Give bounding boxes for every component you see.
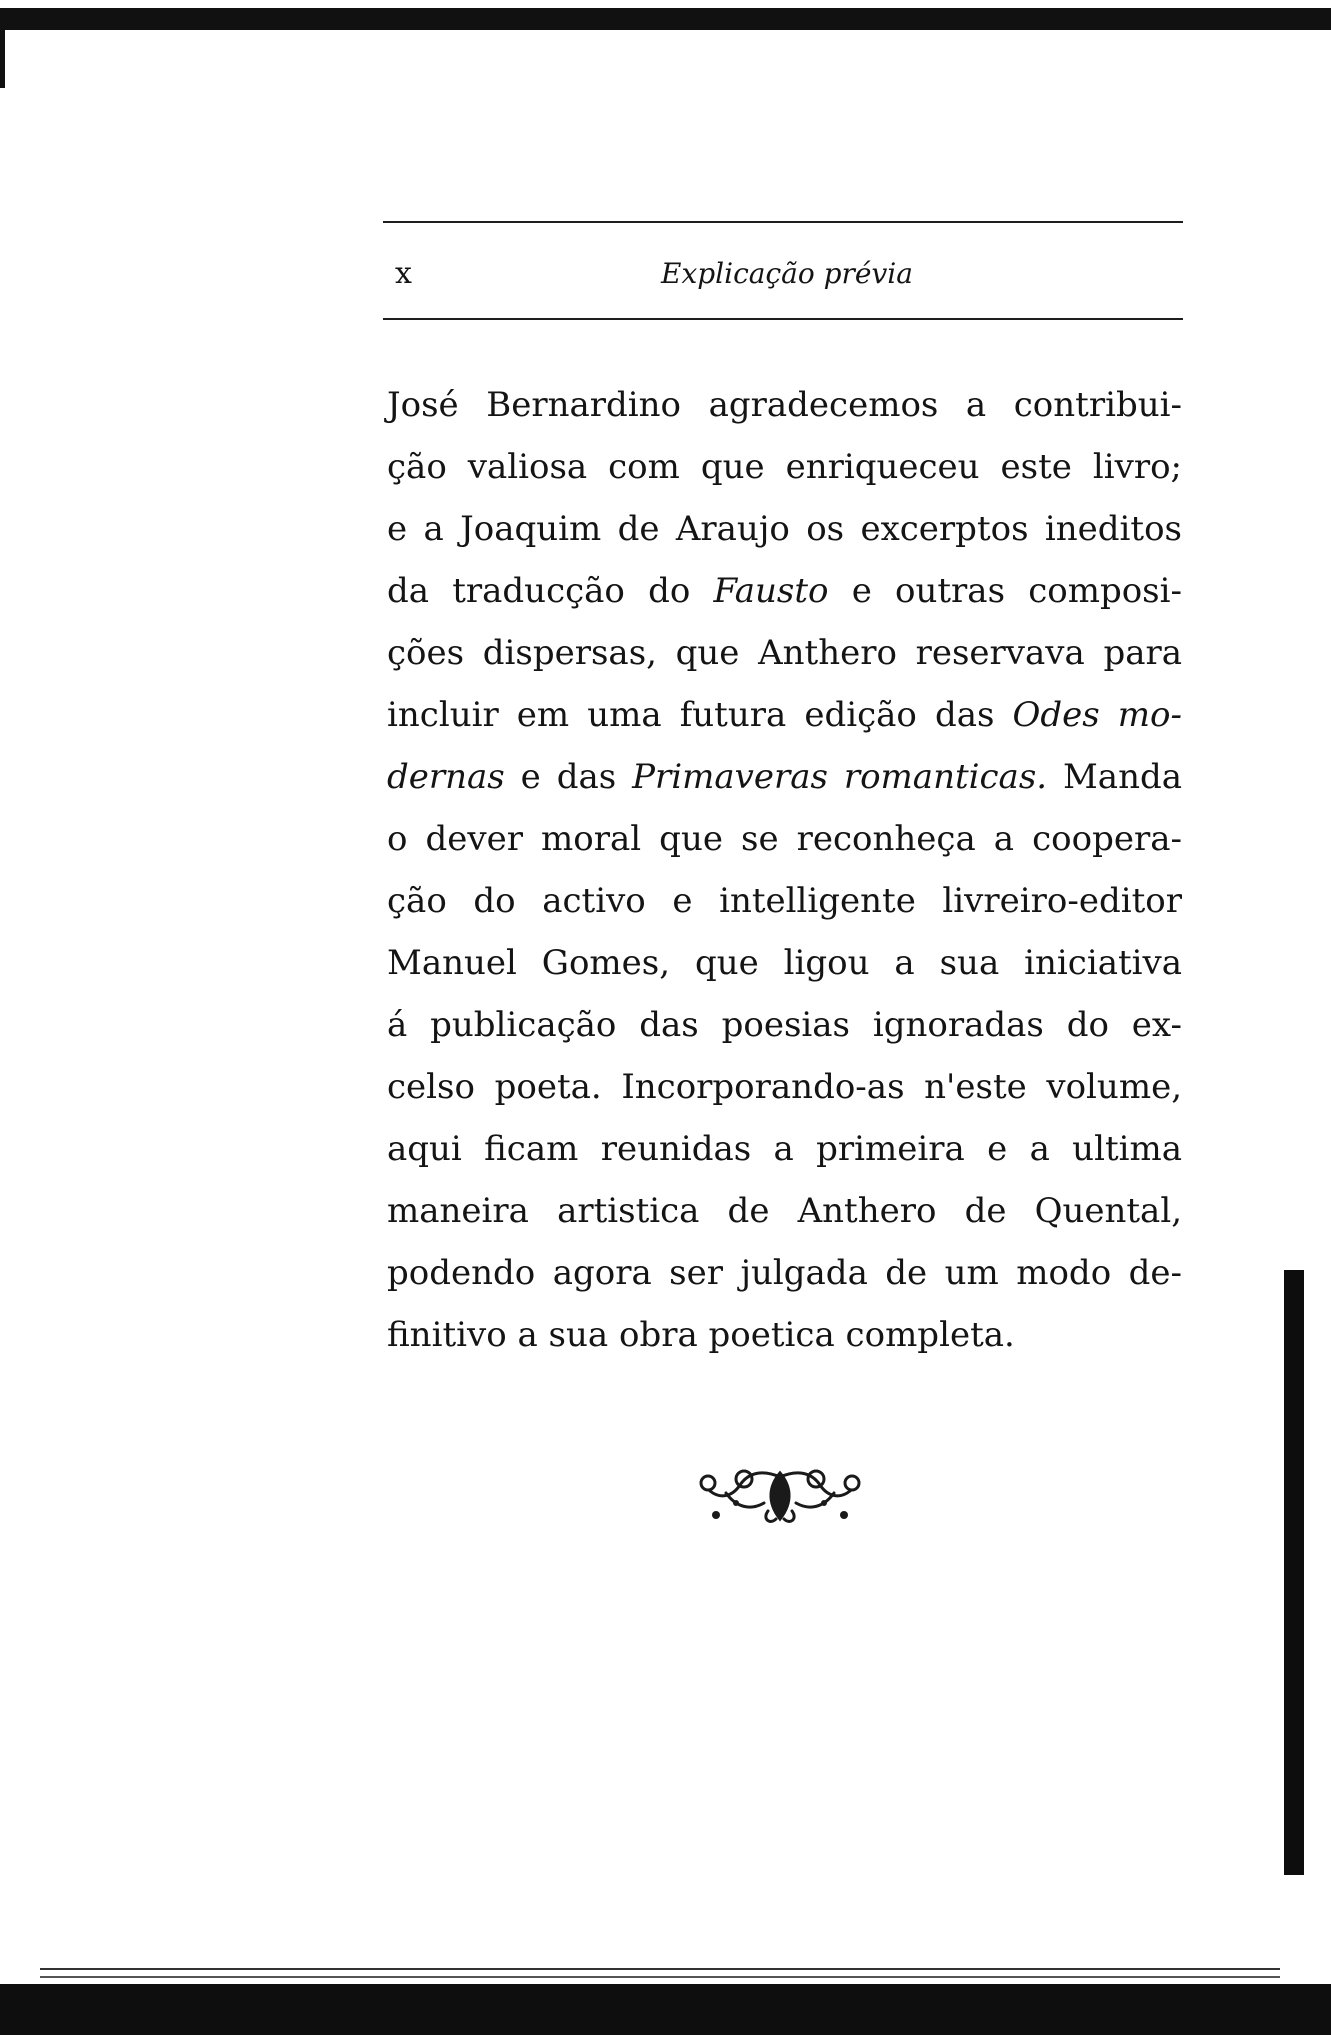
body-paragraph [387,374,1182,1366]
text-run: e das [504,757,633,797]
text-run: da traducção do [387,571,714,611]
text-line [387,746,1182,808]
floral-tailpiece-icon [696,1463,864,1527]
text-line: podendo agora ser julgada de um modo de- [387,1253,1182,1293]
scan-border-corner [0,28,5,88]
text-line: Manuel Gomes, que ligou a sua iniciativa [387,943,1182,983]
header-rule-bottom [383,318,1183,320]
italic-title: Primaveras romanticas. [632,757,1048,797]
text-line: á publicação das poesias ignoradas do ex- [387,1005,1182,1045]
text-line: maneira artistica de Anthero de Quental, [387,1191,1182,1231]
text-run: Manda [1047,757,1183,797]
italic-title: dernas [387,757,505,797]
scan-line [40,1976,1280,1978]
text-line: José Bernardino agradecemos a contribui- [387,385,1182,425]
text-line: finitivo a sua obra poetica completa. [387,1315,1015,1355]
text-run: e outras composi- [828,571,1182,611]
page-number: x [395,256,412,291]
running-title: Explicação prévia [661,257,913,290]
text-line: ção valiosa com que enriqueceu este livro; [387,447,1182,487]
scan-border-top [0,8,1331,30]
scan-border-bottom [0,1984,1331,2035]
text-run: incluir em uma futura edição das [387,695,1013,735]
text-line: celso poeta. Incorporando-as n'este volume, [387,1067,1182,1107]
text-line: aqui ficam reunidas a primeira e a ultima [387,1129,1182,1169]
text-line [387,684,1182,746]
header-rule-top [383,221,1183,223]
text-line: o dever moral que se reconheça a coopera- [387,819,1182,859]
italic-title: Fausto [713,571,829,611]
italic-title: Odes mo- [1012,695,1182,735]
text-line: ção do activo e intelligente livreiro-editor [387,881,1182,921]
text-line [387,560,1182,622]
scan-border-right [1284,1270,1304,1875]
text-line: ções dispersas, que Anthero reservava para [387,633,1182,673]
scan-line [40,1968,1280,1970]
text-line: e a Joaquim de Araujo os excerptos ineditos [387,509,1182,549]
